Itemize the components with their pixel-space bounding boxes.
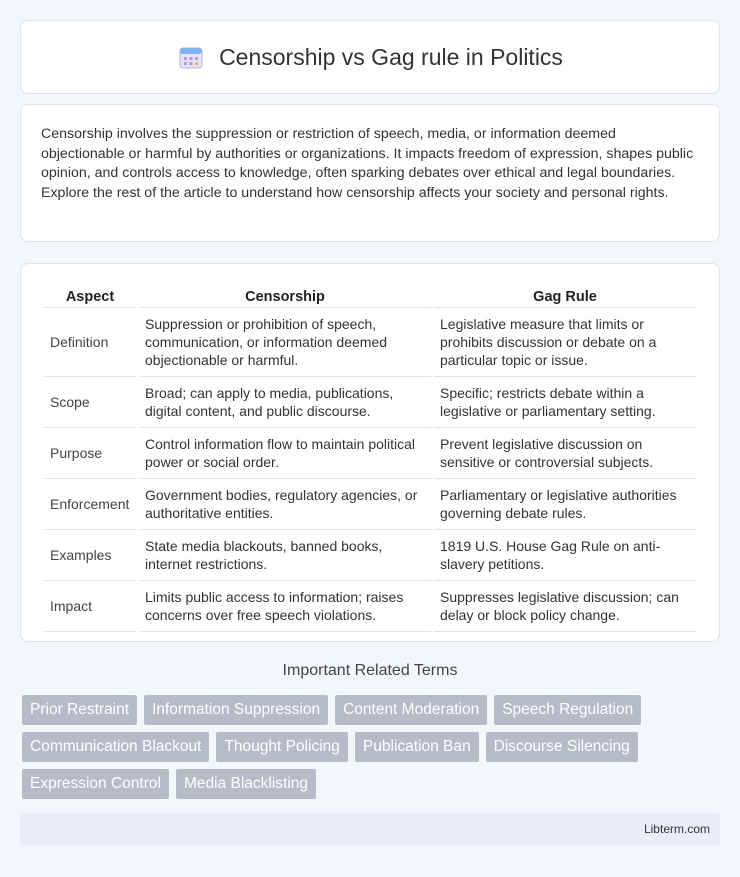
header-aspect: Aspect	[44, 284, 136, 308]
row-gag-rule: Suppresses legislative discussion; can delay or block policy change.	[434, 581, 696, 632]
tag-communication-blackout[interactable]: Communication Blackout	[22, 732, 209, 762]
tag-speech-regulation[interactable]: Speech Regulation	[494, 695, 641, 725]
row-gag-rule: Prevent legislative discussion on sensitive or controversial subjects.	[434, 428, 696, 479]
table-row	[44, 530, 696, 581]
row-aspect: Examples	[44, 530, 136, 581]
table-row	[44, 377, 696, 428]
tag-expression-control[interactable]: Expression Control	[22, 769, 169, 799]
table-header-row	[44, 284, 696, 308]
related-terms-title: Important Related Terms	[282, 662, 458, 679]
row-censorship: Suppression or prohibition of speech, communication, or information deemed objectionable or harmful.	[139, 308, 431, 377]
tag-thought-policing[interactable]: Thought Policing	[216, 732, 347, 762]
footer-site-link[interactable]: Libterm.com	[643, 822, 710, 836]
row-aspect: Purpose	[44, 428, 136, 479]
intro-text: Censorship involves the suppression or restriction of speech, media, or information deemed objectionable or harmful by authorities or organizations. It impacts freedom of expression, shapes public opinion, and controls access to knowledge, often sparking debates over ethical and legal boundaries. Explore the rest of the article to understand how censorship affects your society and personal rights.	[41, 126, 694, 201]
table-row	[44, 581, 696, 632]
row-censorship: Control information flow to maintain political power or social order.	[139, 428, 431, 479]
title-wrap	[177, 43, 563, 71]
row-aspect: Scope	[44, 377, 136, 428]
row-gag-rule: Parliamentary or legislative authorities governing debate rules.	[434, 479, 696, 530]
row-gag-rule: Legislative measure that limits or prohibits discussion or debate on a particular topic or issue.	[434, 308, 696, 377]
header-gag-rule: Gag Rule	[434, 284, 696, 308]
comparison-card	[20, 263, 720, 642]
tag-discourse-silencing[interactable]: Discourse Silencing	[486, 732, 638, 762]
row-censorship: Limits public access to information; raises concerns over free speech violations.	[139, 581, 431, 632]
related-terms-tags	[22, 695, 722, 799]
title-card	[20, 20, 720, 94]
tag-information-suppression[interactable]: Information Suppression	[144, 695, 328, 725]
table-row	[44, 479, 696, 530]
tag-media-blacklisting[interactable]: Media Blacklisting	[176, 769, 316, 799]
header-censorship: Censorship	[139, 284, 431, 308]
row-gag-rule: 1819 U.S. House Gag Rule on anti-slavery petitions.	[434, 530, 696, 581]
tag-prior-restraint[interactable]: Prior Restraint	[22, 695, 137, 725]
table-row	[44, 308, 696, 377]
row-aspect: Enforcement	[44, 479, 136, 530]
intro-card	[20, 104, 720, 242]
tag-content-moderation[interactable]: Content Moderation	[335, 695, 487, 725]
row-censorship: Broad; can apply to media, publications, digital content, and public discourse.	[139, 377, 431, 428]
comparison-table	[41, 284, 699, 632]
footer	[20, 813, 720, 846]
row-aspect: Impact	[44, 581, 136, 632]
row-gag-rule: Specific; restricts debate within a legislative or parliamentary setting.	[434, 377, 696, 428]
calendar-icon	[177, 43, 205, 71]
row-censorship: State media blackouts, banned books, internet restrictions.	[139, 530, 431, 581]
page-title: Censorship vs Gag rule in Politics	[219, 43, 563, 70]
tag-publication-ban[interactable]: Publication Ban	[355, 732, 479, 762]
table-row	[44, 428, 696, 479]
row-censorship: Government bodies, regulatory agencies, or authoritative entities.	[139, 479, 431, 530]
row-aspect: Definition	[44, 308, 136, 377]
